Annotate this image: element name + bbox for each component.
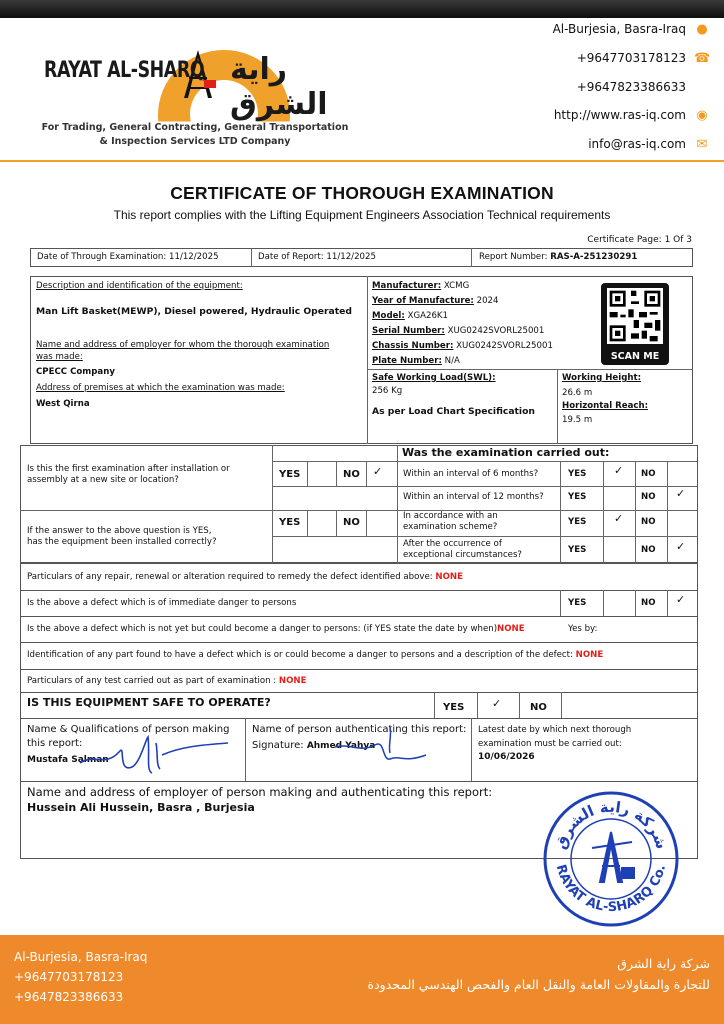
location-pin-icon: ● (696, 22, 708, 37)
r1-yes-check[interactable]: ✓ (614, 464, 624, 477)
contact-phone2: +9647823386633 (576, 80, 686, 94)
stamp-english-text: RAYAT AL-SHARQ Co. (552, 862, 670, 916)
danger-no[interactable]: NO (641, 598, 656, 608)
logo-arabic-text: راية الشرق (230, 52, 328, 122)
safe-yes[interactable]: YES (443, 702, 465, 713)
safe-yes-check[interactable]: ✓ (492, 697, 502, 710)
document-subtitle: This report complies with the Lifting Equipment Engineers Association Technical requirements (113, 208, 611, 222)
r4-no[interactable]: NO (641, 545, 656, 555)
r3-yes[interactable]: YES (568, 517, 587, 527)
q1-no-check[interactable]: ✓ (373, 465, 383, 478)
footer-contact: Al-Burjesia, Basra-Iraq +9647703178123 +9647823386633 (14, 950, 148, 1004)
q2-no[interactable]: NO (343, 517, 360, 528)
exceptional-circumstances: After the occurrence of exceptional circumstances? (403, 539, 522, 560)
working-height-label: Working Height: (562, 373, 642, 383)
installed-correctly-question: If the answer to the above question is YES, has the equipment been installed correctly? (27, 526, 217, 547)
maker-signature (70, 733, 230, 778)
equipment-desc-value: Man Lift Basket(MEWP), Diesel powered, Hydraulic Operated (36, 306, 352, 317)
contact-address: Al-Burjesia, Basra-Iraq ● (350, 22, 710, 37)
auth-signature-scribble (330, 725, 430, 770)
serial-number: Serial Number: XUG0242SVORL25001 (372, 326, 545, 336)
q2-yes[interactable]: YES (279, 517, 301, 528)
employer-value: CPECC Company (36, 367, 115, 377)
r4-no-check[interactable]: ✓ (676, 540, 686, 553)
globe-icon: ◉ (696, 108, 708, 123)
r1-no[interactable]: NO (641, 469, 656, 479)
qr-pattern (607, 288, 663, 344)
load-chart-spec: As per Load Chart Specification (372, 406, 535, 417)
year-of-manufacture: Year of Manufacture: 2024 (372, 296, 499, 306)
working-height-value: 26.6 m (562, 388, 593, 398)
q1-no[interactable]: NO (343, 469, 360, 480)
logo-english-text: RAYAT AL-SHARQ (44, 58, 205, 83)
model: Model: XGA26K1 (372, 311, 449, 321)
employer-report-label: Name and address of employer of person making and authenticating this report: (27, 785, 493, 799)
qr-code[interactable] (601, 283, 669, 365)
safe-question: IS THIS EQUIPMENT SAFE TO OPERATE? (27, 696, 271, 709)
employer-report-value: Hussein Ali Hussein, Basra , Burjesia (27, 801, 255, 814)
repair-text: Particulars of any repair, renewal or alteration required to remedy the defect identified above: NONE (27, 572, 463, 582)
report-date: Date of Report: 11/12/2025 (258, 252, 376, 262)
manufacturer: Manufacturer: XCMG (372, 281, 470, 291)
employer-label: Name and address of employer for whom the thorough examination (36, 340, 330, 350)
r2-yes[interactable]: YES (568, 492, 587, 502)
company-stamp (542, 790, 680, 928)
premises-label: Address of premises at which the examination was made: (36, 383, 285, 393)
svg-text:RAYAT AL-SHARQ Co. (553, 863, 669, 915)
top-bar (0, 0, 724, 18)
footer (0, 935, 724, 1024)
swl-value: 256 Kg (372, 386, 403, 396)
equipment-desc-label: Description and identification of the equipment: (36, 281, 243, 291)
contact-website[interactable]: http://www.ras-iq.com ◉ (350, 108, 710, 123)
report-number: Report Number: RAS-A-251230291 (479, 252, 638, 262)
exam-header: Was the examination carried out: (402, 446, 610, 459)
danger-no-check[interactable]: ✓ (676, 593, 686, 606)
footer-arabic: شركة راية الشرق للتجارة والمقاولات العامة والنقل العام والفحص الهندسي المحدودة (367, 956, 710, 992)
auth-signature: Signature: Ahmed Yahya (252, 740, 376, 751)
stamp-arabic-text: شركة راية الشرق (551, 797, 671, 852)
exam-scheme: In accordance with an examination scheme? (403, 511, 498, 532)
r2-no[interactable]: NO (641, 492, 656, 502)
header-divider (0, 160, 724, 162)
q1-yes[interactable]: YES (279, 469, 301, 480)
document-title: CERTIFICATE OF THOROUGH EXAMINATION (170, 183, 554, 203)
swl-label: Safe Working Load(SWL): (372, 373, 496, 383)
maker-name: Mustafa Salman (27, 755, 109, 765)
danger-text: Is the above a defect which is of immediate danger to persons (27, 598, 297, 608)
tests-text: Particulars of any test carried out as part of examination : NONE (27, 676, 307, 686)
horizontal-reach-label: Horizontal Reach: (562, 401, 649, 411)
phone-icon: ☎ (694, 51, 711, 66)
maker-label: Name & Qualifications of person making this report: (27, 724, 230, 749)
envelope-icon: ✉ (696, 137, 708, 152)
next-exam-date: 10/06/2026 (478, 752, 535, 762)
equipment-block (30, 276, 693, 444)
r4-yes[interactable]: YES (568, 545, 587, 555)
r3-yes-check[interactable]: ✓ (614, 512, 624, 525)
yes-by-label: Yes by: (568, 624, 598, 634)
certificate-page: Certificate Page: 1 Of 3 (587, 235, 692, 245)
scan-me-label: SCAN ME (610, 351, 660, 362)
plate-number: Plate Number: N/A (372, 356, 460, 366)
r3-no[interactable]: NO (641, 517, 656, 527)
company-logo (40, 26, 346, 122)
company-tagline: For Trading, General Contracting, General Transportation & Inspection Services LTD Company (41, 122, 349, 147)
r1-yes[interactable]: YES (568, 469, 587, 479)
contact-email[interactable]: info@ras-iq.com ✉ (350, 137, 710, 152)
premises-value: West Qirna (36, 399, 90, 409)
contact-phone1: +9647703178123 ☎ (576, 51, 711, 66)
r2-no-check[interactable]: ✓ (676, 487, 686, 500)
first-exam-question: Is this the first examination after installation or assembly at a new site or location? (27, 464, 230, 485)
identification-text: Identification of any part found to have a defect which is or could become a danger to persons and a description of the defect: NONE (27, 650, 604, 660)
interval-6-months: Within an interval of 6 months? (403, 469, 539, 479)
interval-12-months: Within an interval of 12 months? (403, 492, 544, 502)
safe-no[interactable]: NO (530, 702, 547, 713)
exam-date: Date of Through Examination: 11/12/2025 (37, 252, 219, 262)
future-danger-text: Is the above a defect which is not yet but could become a danger to persons: (if YES state the date by when)NONE (27, 624, 525, 634)
chassis-number: Chassis Number: XUG0242SVORL25001 (372, 341, 553, 351)
next-exam-label: Latest date by which next thorough examination must be carried out: (478, 725, 632, 749)
horizontal-reach-value: 19.5 m (562, 415, 593, 425)
danger-yes[interactable]: YES (568, 598, 587, 608)
auth-label: Name of person authenticating this report: (252, 724, 467, 735)
